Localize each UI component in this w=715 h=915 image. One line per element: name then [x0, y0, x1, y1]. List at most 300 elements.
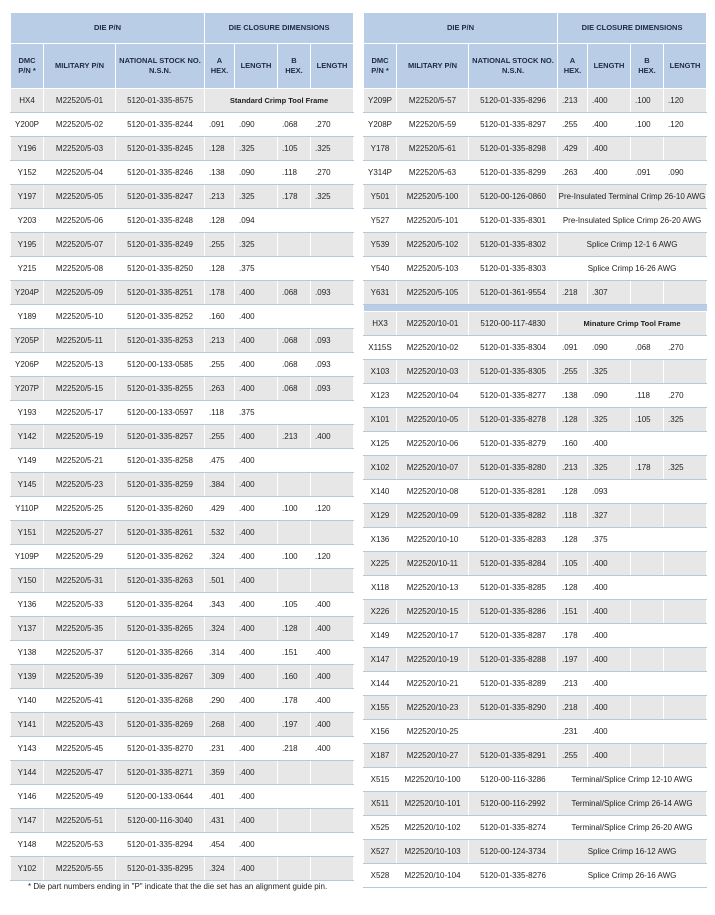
b-hex-cell: .068	[278, 281, 311, 305]
dmc-pn-cell: X103	[364, 360, 397, 384]
b-length-cell: .093	[311, 329, 354, 353]
b-hex-cell	[278, 761, 311, 785]
nsn-cell: 5120-01-335-8286	[469, 600, 558, 624]
a-hex-cell: .138	[558, 384, 588, 408]
military-pn-cell: M22520/5-51	[44, 809, 116, 833]
nsn-cell: 5120-00-133-0585	[116, 353, 205, 377]
dmc-pn-cell: HX4	[11, 89, 44, 113]
b-length-cell: .120	[311, 545, 354, 569]
a-length-cell: .325	[588, 456, 631, 480]
a-hex-cell: .128	[558, 408, 588, 432]
table-row	[11, 593, 354, 617]
b-length-cell: .325	[311, 185, 354, 209]
nsn-cell: 5120-01-335-8258	[116, 449, 205, 473]
table-row	[11, 185, 354, 209]
table-row	[11, 353, 354, 377]
dmc-pn-cell: X136	[364, 528, 397, 552]
table-row	[11, 809, 354, 833]
dmc-pn-cell: X140	[364, 480, 397, 504]
nsn-header: NATIONAL STOCK NO. N.S.N.	[469, 44, 558, 89]
a-hex-cell: .532	[205, 521, 235, 545]
b-hex-cell: .178	[278, 185, 311, 209]
a-length-cell: .400	[588, 624, 631, 648]
b-length-cell	[311, 809, 354, 833]
dmc-pn-cell: X187	[364, 744, 397, 768]
military-pn-cell: M22520/10-04	[397, 384, 469, 408]
a-hex-cell: .255	[205, 233, 235, 257]
dmc-pn-cell: X149	[364, 624, 397, 648]
military-pn-cell: M22520/5-63	[397, 161, 469, 185]
b-length-cell: .093	[311, 377, 354, 401]
table-row	[364, 89, 707, 113]
b-hex-cell	[631, 576, 664, 600]
nsn-cell: 5120-01-335-8252	[116, 305, 205, 329]
a-hex-cell: .384	[205, 473, 235, 497]
a-hex-cell: .178	[205, 281, 235, 305]
table-row	[364, 624, 707, 648]
nsn-cell: 5120-01-335-8251	[116, 281, 205, 305]
table-row	[364, 113, 707, 137]
a-length-cell: .400	[235, 521, 278, 545]
a-hex-cell: .218	[558, 696, 588, 720]
die-pn-header: DIE P/N	[11, 13, 205, 44]
dmc-pn-cell: Y147	[11, 809, 44, 833]
military-pn-cell: M22520/5-101	[397, 209, 469, 233]
nsn-cell: 5120-01-335-8248	[116, 209, 205, 233]
length-header: LENGTH	[235, 44, 278, 89]
table-row	[364, 792, 707, 816]
dmc-pn-cell: Y149	[11, 449, 44, 473]
b-length-cell	[664, 528, 707, 552]
footnote: * Die part numbers ending in "P" indicate that the die set has an alignment guide pin.	[28, 882, 328, 891]
b-length-cell: .400	[311, 617, 354, 641]
military-pn-cell: M22520/5-49	[44, 785, 116, 809]
a-length-cell: .325	[588, 408, 631, 432]
table-row	[11, 737, 354, 761]
military-pn-cell: M22520/5-01	[44, 89, 116, 113]
a-length-cell: .400	[235, 641, 278, 665]
military-pn-cell: M22520/10-15	[397, 600, 469, 624]
b-hex-cell	[278, 521, 311, 545]
table-row	[11, 473, 354, 497]
dmc-pn-cell: Y178	[364, 137, 397, 161]
a-length-cell: .400	[588, 576, 631, 600]
b-hex-cell	[278, 233, 311, 257]
table-row	[11, 425, 354, 449]
a-hex-cell: .324	[205, 545, 235, 569]
military-pn-cell: M22520/5-105	[397, 281, 469, 305]
nsn-cell: 5120-01-361-9554	[469, 281, 558, 305]
nsn-cell: 5120-01-335-8305	[469, 360, 558, 384]
nsn-cell	[469, 720, 558, 744]
a-hex-cell: .268	[205, 713, 235, 737]
nsn-cell: 5120-00-133-0597	[116, 401, 205, 425]
dmc-pn-cell: Y204P	[11, 281, 44, 305]
table-row	[364, 432, 707, 456]
military-pn-cell: M22520/5-06	[44, 209, 116, 233]
b-hex-cell	[631, 552, 664, 576]
a-hex-cell: .501	[205, 569, 235, 593]
b-length-cell: .120	[664, 89, 707, 113]
table-row	[11, 113, 354, 137]
dmc-pn-cell: Y193	[11, 401, 44, 425]
b-hex-cell: .178	[631, 456, 664, 480]
b-length-cell	[311, 785, 354, 809]
a-length-cell: .307	[588, 281, 631, 305]
b-hex-header: B HEX.	[278, 44, 311, 89]
military-pn-cell: M22520/5-61	[397, 137, 469, 161]
a-hex-cell: .197	[558, 648, 588, 672]
nsn-cell: 5120-01-335-8287	[469, 624, 558, 648]
a-hex-cell: .128	[205, 209, 235, 233]
a-length-cell: .400	[235, 737, 278, 761]
military-pn-cell: M22520/5-27	[44, 521, 116, 545]
dmc-pn-cell: Y145	[11, 473, 44, 497]
military-pn-cell: M22520/10-17	[397, 624, 469, 648]
military-pn-cell: M22520/5-103	[397, 257, 469, 281]
b-hex-cell	[631, 528, 664, 552]
nsn-cell: 5120-01-335-8263	[116, 569, 205, 593]
b-length-cell	[311, 761, 354, 785]
dmc-pn-cell: X515	[364, 768, 397, 792]
military-pn-cell: M22520/5-17	[44, 401, 116, 425]
b-hex-cell	[278, 209, 311, 233]
dmc-pn-cell: X525	[364, 816, 397, 840]
military-pn-cell: M22520/10-03	[397, 360, 469, 384]
a-hex-cell: .231	[205, 737, 235, 761]
table-row	[364, 209, 707, 233]
b-hex-cell	[631, 360, 664, 384]
military-pn-cell: M22520/10-21	[397, 672, 469, 696]
b-length-cell	[311, 257, 354, 281]
b-hex-cell	[631, 281, 664, 305]
military-pn-cell: M22520/5-47	[44, 761, 116, 785]
b-hex-cell	[631, 696, 664, 720]
table-row	[364, 504, 707, 528]
nsn-header: NATIONAL STOCK NO. N.S.N.	[116, 44, 205, 89]
table-row	[11, 401, 354, 425]
b-length-cell	[311, 401, 354, 425]
a-hex-cell: .475	[205, 449, 235, 473]
a-length-cell: .400	[588, 672, 631, 696]
a-length-cell: .090	[235, 161, 278, 185]
b-hex-cell	[278, 305, 311, 329]
b-length-cell	[311, 521, 354, 545]
b-hex-cell	[631, 624, 664, 648]
b-hex-cell	[278, 569, 311, 593]
crimp-description-cell: Terminal/Splice Crimp 26-14 AWG	[558, 792, 707, 816]
a-hex-cell: .231	[558, 720, 588, 744]
table-row	[364, 456, 707, 480]
b-hex-cell: .118	[278, 161, 311, 185]
military-pn-cell: M22520/10-06	[397, 432, 469, 456]
b-hex-cell	[278, 257, 311, 281]
b-hex-header: B HEX.	[631, 44, 664, 89]
a-hex-cell: .118	[205, 401, 235, 425]
b-length-cell: .093	[311, 353, 354, 377]
crimp-description-cell: Splice Crimp 12-1 6 AWG	[558, 233, 707, 257]
military-pn-cell: M22520/5-13	[44, 353, 116, 377]
a-hex-cell: .255	[205, 425, 235, 449]
b-length-cell	[664, 504, 707, 528]
b-length-cell: .400	[311, 641, 354, 665]
nsn-cell: 5120-01-335-8261	[116, 521, 205, 545]
nsn-cell: 5120-01-335-8249	[116, 233, 205, 257]
b-hex-cell: .068	[278, 113, 311, 137]
b-length-cell	[311, 209, 354, 233]
military-pn-header: MILITARY P/N	[44, 44, 116, 89]
table-row	[364, 816, 707, 840]
military-pn-cell: M22520/5-21	[44, 449, 116, 473]
military-pn-cell: M22520/5-37	[44, 641, 116, 665]
nsn-cell: 5120-00-116-3040	[116, 809, 205, 833]
a-hex-cell: .118	[558, 504, 588, 528]
a-hex-cell: .454	[205, 833, 235, 857]
nsn-cell: 5120-01-335-8298	[469, 137, 558, 161]
b-hex-cell	[278, 401, 311, 425]
nsn-cell: 5120-00-116-3286	[469, 768, 558, 792]
a-length-cell: .325	[235, 233, 278, 257]
b-length-cell: .090	[664, 161, 707, 185]
table-row	[364, 768, 707, 792]
b-hex-cell: .100	[278, 545, 311, 569]
nsn-cell: 5120-01-335-8289	[469, 672, 558, 696]
military-pn-cell: M22520/10-07	[397, 456, 469, 480]
military-pn-cell: M22520/5-11	[44, 329, 116, 353]
a-length-cell: .325	[235, 185, 278, 209]
table-row	[11, 233, 354, 257]
a-length-cell: .400	[235, 593, 278, 617]
dmc-pn-cell: X226	[364, 600, 397, 624]
b-hex-cell	[631, 137, 664, 161]
a-length-cell: .400	[235, 497, 278, 521]
a-length-cell: .090	[588, 336, 631, 360]
military-pn-cell: M22520/10-05	[397, 408, 469, 432]
a-hex-cell: .213	[205, 185, 235, 209]
table-row	[364, 600, 707, 624]
nsn-cell: 5120-01-335-8288	[469, 648, 558, 672]
a-length-cell: .400	[235, 809, 278, 833]
table-row	[364, 720, 707, 744]
a-length-cell: .400	[235, 785, 278, 809]
a-length-cell: .400	[235, 665, 278, 689]
b-hex-cell: .068	[278, 329, 311, 353]
nsn-cell: 5120-00-126-0860	[469, 185, 558, 209]
a-length-cell: .400	[235, 689, 278, 713]
dmc-pn-cell: X101	[364, 408, 397, 432]
dmc-pn-cell: Y206P	[11, 353, 44, 377]
dmc-pn-cell: Y200P	[11, 113, 44, 137]
b-hex-cell: .105	[278, 137, 311, 161]
military-pn-cell: M22520/5-15	[44, 377, 116, 401]
table-row	[364, 696, 707, 720]
dmc-pn-cell: Y150	[11, 569, 44, 593]
b-length-cell	[311, 569, 354, 593]
military-pn-cell: M22520/10-10	[397, 528, 469, 552]
b-length-cell: .400	[311, 425, 354, 449]
military-pn-cell: M22520/5-07	[44, 233, 116, 257]
tool-frame-cell: Minature Crimp Tool Frame	[558, 312, 707, 336]
b-hex-cell	[631, 480, 664, 504]
dmc-pn-cell: Y102	[11, 857, 44, 881]
b-hex-cell: .118	[631, 384, 664, 408]
a-hex-cell: .178	[558, 624, 588, 648]
table-row	[364, 137, 707, 161]
dmc-pn-cell: X115S	[364, 336, 397, 360]
a-hex-cell: .324	[205, 617, 235, 641]
table-row	[11, 281, 354, 305]
table-row	[364, 281, 707, 305]
military-pn-cell: M22520/5-59	[397, 113, 469, 137]
nsn-cell: 5120-01-335-8269	[116, 713, 205, 737]
b-hex-cell: .197	[278, 713, 311, 737]
dmc-pn-cell: Y501	[364, 185, 397, 209]
a-hex-cell: .429	[205, 497, 235, 521]
b-hex-cell	[278, 809, 311, 833]
a-hex-cell: .255	[205, 353, 235, 377]
a-hex-cell: .343	[205, 593, 235, 617]
a-hex-cell: .359	[205, 761, 235, 785]
dmc-pn-cell: Y189	[11, 305, 44, 329]
b-length-cell: .270	[311, 161, 354, 185]
military-pn-header: MILITARY P/N	[397, 44, 469, 89]
b-length-cell	[664, 137, 707, 161]
b-length-cell	[664, 672, 707, 696]
a-length-cell: .400	[235, 857, 278, 881]
a-length-cell: .375	[588, 528, 631, 552]
a-length-cell: .400	[235, 305, 278, 329]
left-die-table	[10, 12, 354, 881]
a-hex-cell: .290	[205, 689, 235, 713]
table-row	[364, 161, 707, 185]
table-row	[11, 569, 354, 593]
dmc-pn-cell: Y207P	[11, 377, 44, 401]
military-pn-cell: M22520/5-57	[397, 89, 469, 113]
a-length-cell: .090	[235, 113, 278, 137]
table-row	[364, 840, 707, 864]
dmc-pn-cell: Y208P	[364, 113, 397, 137]
crimp-description-cell: Terminal/Splice Crimp 12-10 AWG	[558, 768, 707, 792]
nsn-cell: 5120-01-335-8244	[116, 113, 205, 137]
a-hex-cell: .218	[558, 281, 588, 305]
b-length-cell: .120	[664, 113, 707, 137]
nsn-cell: 5120-01-335-8282	[469, 504, 558, 528]
military-pn-cell: M22520/5-29	[44, 545, 116, 569]
b-length-cell	[664, 552, 707, 576]
table-row	[11, 689, 354, 713]
a-hex-cell: .160	[558, 432, 588, 456]
table-row	[11, 89, 354, 113]
dmc-pn-header: DMC P/N *	[364, 44, 397, 89]
table-row	[364, 360, 707, 384]
b-length-cell	[311, 233, 354, 257]
military-pn-cell: M22520/5-04	[44, 161, 116, 185]
military-pn-cell: M22520/5-05	[44, 185, 116, 209]
nsn-cell: 5120-01-335-8303	[469, 257, 558, 281]
military-pn-cell: M22520/10-23	[397, 696, 469, 720]
nsn-cell: 5120-01-335-8271	[116, 761, 205, 785]
nsn-cell: 5120-01-335-8575	[116, 89, 205, 113]
dmc-pn-cell: Y141	[11, 713, 44, 737]
b-hex-cell: .213	[278, 425, 311, 449]
b-length-cell: .400	[311, 593, 354, 617]
table-row	[364, 552, 707, 576]
dmc-pn-cell: X129	[364, 504, 397, 528]
a-hex-cell: .091	[558, 336, 588, 360]
dmc-pn-cell: Y196	[11, 137, 44, 161]
tool-frame-cell: Standard Crimp Tool Frame	[205, 89, 354, 113]
nsn-cell: 5120-01-335-8301	[469, 209, 558, 233]
table-row	[364, 864, 707, 888]
a-length-cell: .400	[235, 713, 278, 737]
military-pn-cell: M22520/10-19	[397, 648, 469, 672]
dmc-pn-cell: X225	[364, 552, 397, 576]
nsn-cell: 5120-00-124-3734	[469, 840, 558, 864]
b-hex-cell: .218	[278, 737, 311, 761]
military-pn-cell: M22520/5-43	[44, 713, 116, 737]
b-length-cell	[664, 360, 707, 384]
a-hex-cell: .255	[558, 113, 588, 137]
military-pn-cell: M22520/10-13	[397, 576, 469, 600]
military-pn-cell: M22520/5-53	[44, 833, 116, 857]
nsn-cell: 5120-01-335-8267	[116, 665, 205, 689]
b-hex-cell: .091	[631, 161, 664, 185]
a-hex-cell: .255	[558, 360, 588, 384]
nsn-cell: 5120-01-335-8285	[469, 576, 558, 600]
dmc-pn-cell: Y203	[11, 209, 44, 233]
a-length-cell: .400	[235, 617, 278, 641]
nsn-cell: 5120-01-335-8280	[469, 456, 558, 480]
a-hex-cell: .128	[205, 137, 235, 161]
dmc-pn-cell: Y631	[364, 281, 397, 305]
dmc-pn-cell: Y142	[11, 425, 44, 449]
nsn-cell: 5120-01-335-8290	[469, 696, 558, 720]
b-hex-cell: .068	[631, 336, 664, 360]
a-length-cell: .400	[588, 113, 631, 137]
a-hex-cell: .105	[558, 552, 588, 576]
military-pn-cell: M22520/10-25	[397, 720, 469, 744]
table-row	[364, 576, 707, 600]
b-length-cell: .400	[311, 689, 354, 713]
b-length-cell	[664, 576, 707, 600]
nsn-cell: 5120-01-335-8279	[469, 432, 558, 456]
b-length-cell: .400	[311, 737, 354, 761]
a-length-cell: .400	[588, 696, 631, 720]
b-length-cell	[664, 600, 707, 624]
table-row	[11, 713, 354, 737]
nsn-cell: 5120-01-335-8277	[469, 384, 558, 408]
nsn-cell: 5120-01-335-8246	[116, 161, 205, 185]
nsn-cell: 5120-01-335-8284	[469, 552, 558, 576]
b-hex-cell: .068	[278, 353, 311, 377]
b-hex-cell	[631, 648, 664, 672]
a-length-cell: .375	[235, 257, 278, 281]
a-length-cell: .400	[235, 545, 278, 569]
die-closure-header: DIE CLOSURE DIMENSIONS	[205, 13, 354, 44]
a-length-cell: .400	[588, 432, 631, 456]
dmc-pn-cell: Y209P	[364, 89, 397, 113]
military-pn-cell: M22520/10-01	[397, 312, 469, 336]
dmc-pn-cell: Y314P	[364, 161, 397, 185]
dmc-pn-cell: Y540	[364, 257, 397, 281]
a-length-cell: .400	[235, 833, 278, 857]
table-row	[364, 384, 707, 408]
b-length-cell: .400	[311, 665, 354, 689]
table-row	[364, 408, 707, 432]
b-length-cell: .120	[311, 497, 354, 521]
nsn-cell: 5120-01-335-8274	[469, 816, 558, 840]
table-row	[364, 672, 707, 696]
